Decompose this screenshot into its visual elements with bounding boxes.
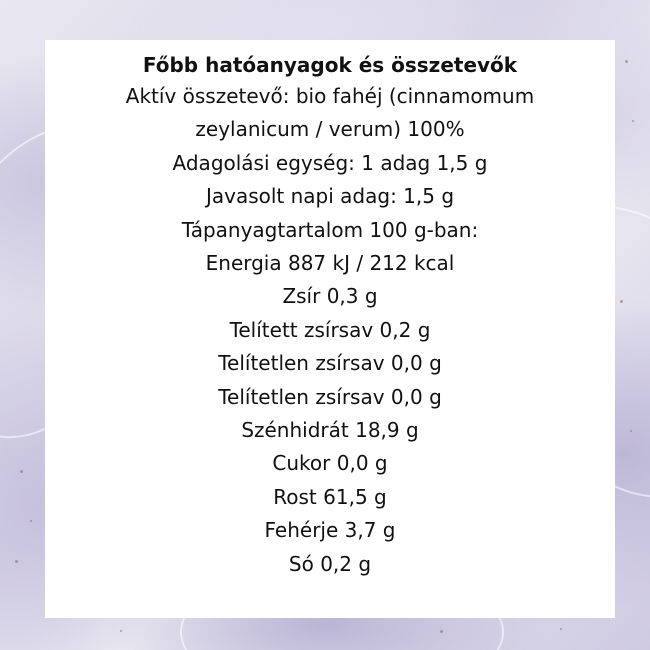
- glitter-speck: [20, 470, 23, 473]
- sugar-line: Cukor 0,0 g: [272, 451, 388, 476]
- daily-dose-line: Javasolt napi adag: 1,5 g: [205, 184, 455, 209]
- glitter-speck: [30, 520, 32, 522]
- glitter-speck: [440, 630, 443, 633]
- carbohydrate-line: Szénhidrát 18,9 g: [241, 418, 419, 443]
- nutrition-header-line: Tápanyagtartalom 100 g-ban:: [181, 217, 479, 242]
- dosage-unit-line: Adagolási egység: 1 adag 1,5 g: [172, 150, 488, 175]
- unsaturated-fat-line: Telítetlen zsírsav 0,0 g: [218, 351, 442, 376]
- ingredients-text-block: [45, 50, 615, 581]
- unsaturated-fat-line-repeat: Telítetlen zsírsav 0,0 g: [218, 384, 442, 409]
- saturated-fat-line: Telített zsírsav 0,2 g: [229, 317, 431, 342]
- energy-line: Energia 887 kJ / 212 kcal: [205, 251, 455, 276]
- fiber-line: Rost 61,5 g: [273, 484, 387, 509]
- glitter-speck: [632, 120, 634, 122]
- ingredients-heading: Főbb hatóanyagok és összetevők: [142, 53, 518, 77]
- glitter-speck: [620, 300, 623, 303]
- salt-line: Só 0,2 g: [288, 551, 372, 576]
- glitter-speck: [630, 430, 632, 432]
- glitter-speck: [15, 560, 18, 563]
- active-ingredient-line-2: zeylanicum / verum) 100%: [195, 117, 465, 142]
- protein-line: Fehérje 3,7 g: [264, 518, 396, 543]
- glitter-speck: [560, 628, 562, 630]
- fat-line: Zsír 0,3 g: [282, 284, 378, 309]
- glitter-speck: [120, 630, 122, 632]
- active-ingredient-line-1: Aktív összetevő: bio fahéj (cinnamomum: [125, 84, 535, 108]
- ingredients-card: [45, 40, 615, 618]
- glitter-speck: [625, 60, 628, 63]
